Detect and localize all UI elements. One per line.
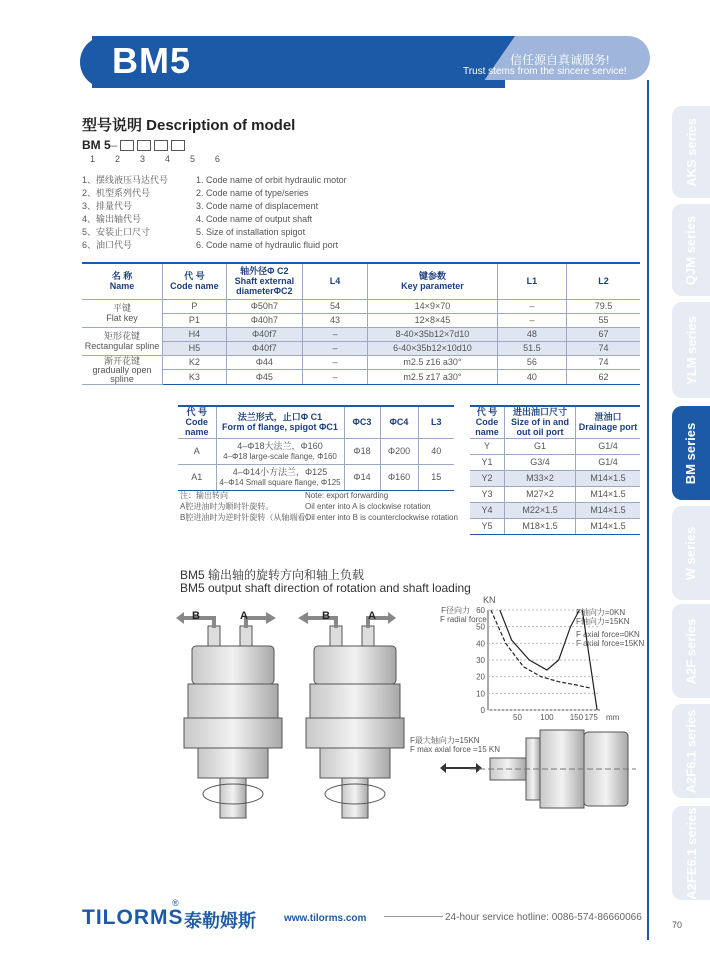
col-l1: L1	[497, 263, 566, 299]
col-l4: L4	[302, 263, 367, 299]
col-c4: ΦC4	[380, 406, 418, 438]
shaft-cell: 54	[302, 299, 367, 313]
shaft-cell: 74	[567, 341, 640, 355]
rotation-title-cn: BM5 输出轴的旋转方向和轴上负载	[180, 568, 365, 582]
label-a-2: A	[368, 610, 376, 622]
tab-a2fe61[interactable]: A2FE6.1 series	[672, 806, 710, 900]
y-tick: 40	[476, 639, 485, 649]
chart-y-unit: KN	[483, 595, 496, 605]
shaft-row	[82, 370, 640, 385]
shaft-cell: Φ44	[226, 355, 302, 370]
port-table	[470, 405, 640, 535]
shaft-name-cell: 平键 Flat key	[82, 299, 163, 327]
x-tick: 150	[569, 713, 584, 722]
chart-y-label: F径向力 F radial force	[440, 606, 487, 624]
port-cell: M22×1.5	[505, 502, 576, 518]
col-key: 键参数 Key parameter	[368, 263, 497, 299]
shaft-cell: –	[302, 355, 367, 370]
shaft-cell: –	[302, 341, 367, 355]
brand-cn: 泰勒姆斯	[184, 911, 256, 931]
flange-cell: A1	[178, 464, 216, 490]
port-row	[470, 470, 640, 486]
x-tick: 100	[540, 713, 554, 722]
x-tick: 50	[513, 713, 522, 722]
col-l3: L3	[418, 406, 454, 438]
shaft-cell: –	[302, 327, 367, 341]
shaft-cell: 14×9×70	[368, 299, 497, 313]
shaft-row	[82, 341, 640, 355]
notes-cn: 注：输出转向 A腔进油时为顺时针旋转。 B腔进油时为逆时针旋转（从轴端看）	[180, 491, 314, 522]
col-port-size: 进出油口尺寸 Size of in and out oil port	[505, 406, 576, 438]
slogan-en: Trust stems from the sincere service!	[463, 66, 627, 77]
x-tick: 175	[584, 713, 598, 722]
chart-legend-cn: F轴向力=0KN F轴向力=15KN	[576, 608, 630, 626]
y-tick: 0	[480, 706, 485, 715]
shaft-row	[82, 299, 640, 313]
label-a-1: A	[240, 610, 248, 622]
shaft-row	[82, 355, 640, 370]
header-left-blank	[0, 36, 92, 88]
shaft-cell: Φ40h7	[226, 313, 302, 327]
y-tick: 10	[476, 689, 485, 699]
shaft-cell: K3	[163, 370, 227, 385]
flange-row	[178, 438, 454, 464]
footer-hotline: 24-hour service hotline: 0086-574-86660066	[445, 912, 642, 923]
model-code: BM 5–	[82, 138, 185, 152]
tab-a2f[interactable]: A2F series	[672, 604, 710, 698]
flange-cell: A	[178, 438, 216, 464]
tab-ylm[interactable]: YLM series	[672, 302, 710, 398]
rotation-title-en: BM5 output shaft direction of rotation and shaft loading	[180, 581, 471, 595]
y-tick: 30	[476, 656, 485, 665]
shaft-cell: 51.5	[497, 341, 566, 355]
port-cell: Y	[470, 438, 505, 454]
port-cell: M18×1.5	[505, 518, 576, 534]
max-axial-note: F最大轴向力=15KN F max axial force =15 KN	[410, 736, 501, 754]
model-items-en: 1. Code name of orbit hydraulic motor 2. Code name of type/series 3. Code name of displacement 4. Code name of output shaft 5. Size of installation spigot 6. Code name of hydraulic fluid port	[196, 175, 347, 250]
col-l2: L2	[567, 263, 640, 299]
page-title: BM5	[112, 40, 192, 81]
port-row	[470, 438, 640, 454]
port-cell: G1/4	[576, 454, 641, 470]
shaft-cell: 8-40×35b12×7d10	[368, 327, 497, 341]
brand-logo: TILORMS	[82, 906, 184, 929]
series-line	[500, 610, 580, 670]
shaft-cell: Φ40f7	[226, 327, 302, 341]
motor-clockwise	[184, 626, 282, 818]
col-name: 名 称 Name	[82, 263, 163, 299]
motor-counterclockwise	[306, 626, 404, 818]
port-cell: G3/4	[505, 454, 576, 470]
shaft-cell: –	[302, 370, 367, 385]
tab-bm[interactable]: BM series	[672, 406, 710, 500]
shaft-cell: 79.5	[567, 299, 640, 313]
footer-url[interactable]: www.tilorms.com	[284, 913, 367, 924]
col-flange-form: 法兰形式，止口Φ C1 Form of flange, spigot ΦC1	[216, 406, 344, 438]
flange-cell: Φ160	[380, 464, 418, 490]
port-cell: M14×1.5	[576, 502, 641, 518]
divider-line	[647, 80, 649, 940]
shaft-cell: Φ40f7	[226, 341, 302, 355]
port-cell: M14×1.5	[576, 518, 641, 534]
shaft-name-cell: 矩形花键 Rectangular spline	[82, 327, 163, 355]
shaft-cell: 43	[302, 313, 367, 327]
shaft-cell: 67	[567, 327, 640, 341]
port-row	[470, 502, 640, 518]
chart-legend-en: F axial force=0KN F axial force=15KN	[576, 630, 645, 648]
tab-w[interactable]: W series	[672, 506, 710, 600]
y-tick: 50	[476, 622, 485, 632]
col-code: 代 号 Code name	[163, 263, 227, 299]
flange-form-cell: 4–Φ14小方法兰，Φ125 4–Φ14 Small square flange, Φ125	[216, 464, 344, 490]
slogan-cn: 信任源自真诚服务!	[510, 53, 610, 67]
flange-cell: 15	[418, 464, 454, 490]
port-cell: M33×2	[505, 470, 576, 486]
port-cell: Y1	[470, 454, 505, 470]
tab-a2f61[interactable]: A2F6.1 series	[672, 704, 710, 798]
port-cell: Y2	[470, 470, 505, 486]
shaft-cell: 40	[497, 370, 566, 385]
shaft-cell: P1	[163, 313, 227, 327]
model-heading: 型号说明 Description of model	[82, 117, 296, 134]
model-digits: 1 2 3 4 5 6	[90, 154, 220, 164]
shaft-table	[82, 262, 640, 385]
port-cell: M14×1.5	[576, 470, 641, 486]
shaft-cell: 62	[567, 370, 640, 385]
y-tick: 20	[476, 672, 485, 682]
brand-reg: ®	[172, 898, 179, 908]
shaft-cell: 48	[497, 327, 566, 341]
shaft-cell: 6-40×35b12×10d10	[368, 341, 497, 355]
port-cell: G1/4	[576, 438, 641, 454]
flange-form-cell: 4–Φ18大法兰，Φ160 4–Φ18 large-scale flange, Φ160	[216, 438, 344, 464]
shaft-row	[82, 327, 640, 341]
flange-cell: Φ18	[344, 438, 380, 464]
label-b-2: B	[322, 610, 330, 622]
shaft-cell: Φ45	[226, 370, 302, 385]
shaft-cell: Φ50h7	[226, 299, 302, 313]
shaft-cell: 12×8×45	[368, 313, 497, 327]
tab-qjm[interactable]: QJM series	[672, 204, 710, 296]
motor-side-view	[440, 724, 640, 820]
port-cell: Y5	[470, 518, 505, 534]
flange-row	[178, 464, 454, 490]
page-number: 70	[672, 920, 683, 930]
shaft-cell: m2.5 z16 a30°	[368, 355, 497, 370]
port-row	[470, 454, 640, 470]
label-b-1: B	[192, 610, 200, 622]
motor-drawings	[180, 606, 400, 836]
shaft-cell: –	[497, 313, 566, 327]
flange-cell: Φ14	[344, 464, 380, 490]
model-items-cn: 1、摆线液压马达代号 2、机型系列代号 3、排量代号 4、输出轴代号 5、安装止口尺寸 6、油口代号	[82, 175, 169, 250]
shaft-name-cell: 渐开花键 gradually open spline	[82, 355, 163, 384]
flange-cell: 40	[418, 438, 454, 464]
shaft-cell: P	[163, 299, 227, 313]
flange-cell: Φ200	[380, 438, 418, 464]
port-cell: G1	[505, 438, 576, 454]
port-cell: Y4	[470, 502, 505, 518]
shaft-cell: –	[497, 299, 566, 313]
notes-en: Note: export forwarding Oil enter into A is clockwise rotation Oil enter into B is counterclockwise rotation	[305, 491, 458, 522]
port-cell: Y3	[470, 486, 505, 502]
port-cell: M27×2	[505, 486, 576, 502]
port-cell: M14×1.5	[576, 486, 641, 502]
tab-aks[interactable]: AKS series	[672, 106, 710, 198]
col-flange-code: 代 号 Code name	[178, 406, 216, 438]
shaft-cell: m2.5 z17 a30°	[368, 370, 497, 385]
shaft-cell: K2	[163, 355, 227, 370]
y-tick: 60	[476, 606, 485, 615]
shaft-cell: H4	[163, 327, 227, 341]
col-c2: 轴外径Φ C2 Shaft external diameterΦC2	[226, 263, 302, 299]
port-row	[470, 486, 640, 502]
shaft-cell: 55	[567, 313, 640, 327]
shaft-cell: H5	[163, 341, 227, 355]
shaft-row	[82, 313, 640, 327]
col-c3: ΦC3	[344, 406, 380, 438]
shaft-cell: 56	[497, 355, 566, 370]
x-unit: mm	[606, 713, 620, 722]
shaft-cell: 74	[567, 355, 640, 370]
col-drain: 泄油口 Drainage port	[576, 406, 641, 438]
col-port-code: 代 号 Code name	[470, 406, 505, 438]
port-row	[470, 518, 640, 534]
flange-table	[178, 405, 454, 491]
